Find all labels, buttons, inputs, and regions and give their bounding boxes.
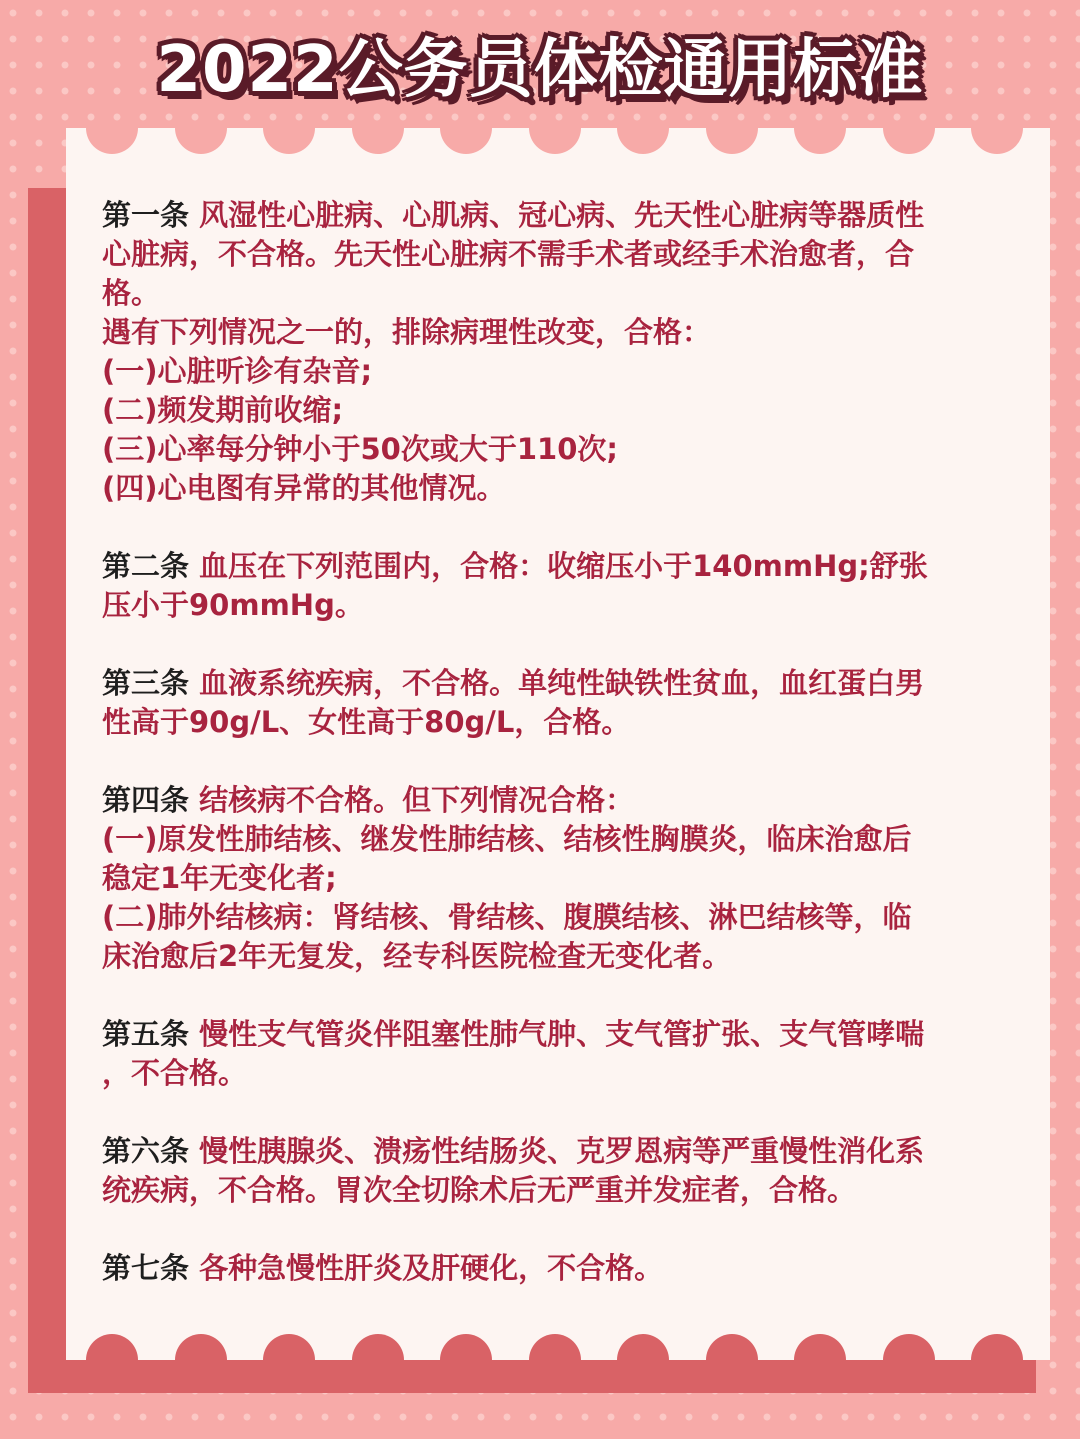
article-text: 慢性胰腺炎、溃疡性结肠炎、克罗恩病等严重慢性消化系 — [199, 1134, 925, 1168]
article-text: (三)心率每分钟小于50次或大于110次; — [102, 432, 618, 466]
article-line — [102, 1054, 1014, 1093]
scallop-circle — [883, 1334, 935, 1360]
scallop-circle — [175, 128, 227, 154]
article-text: ，不合格。 — [102, 1056, 248, 1090]
article-line — [102, 391, 1014, 430]
article-7 — [102, 1249, 1014, 1288]
article-label: 第六条 — [102, 1134, 190, 1168]
article-line — [102, 1171, 1014, 1210]
article-text: 心脏病，不合格。先天性心脏病不需手术者或经手术治愈者，合 — [102, 237, 915, 271]
article-4 — [102, 781, 1014, 976]
article-line — [102, 820, 1014, 859]
article-text: (一)原发性肺结核、继发性肺结核、结核性胸膜炎，临床治愈后 — [102, 822, 912, 856]
article-line — [102, 430, 1014, 469]
article-label: 第一条 — [102, 198, 190, 232]
article-label: 第七条 — [102, 1251, 190, 1285]
page-title: 2022公务员体检通用标准 — [156, 33, 924, 107]
article-5 — [102, 1015, 1014, 1093]
scallop-circle — [529, 1334, 581, 1360]
scallop-circle — [440, 1334, 492, 1360]
article-text: 血液系统疾病，不合格。单纯性缺铁性贫血，血红蛋白男 — [199, 666, 925, 700]
article-line — [102, 1015, 1014, 1054]
article-label: 第二条 — [102, 549, 190, 583]
article-line — [102, 1132, 1014, 1171]
article-line — [102, 664, 1014, 703]
article-text: 性高于90g/L、女性高于80g/L，合格。 — [102, 705, 631, 739]
article-line — [102, 469, 1014, 508]
article-text: 格。 — [102, 276, 161, 310]
article-line — [102, 352, 1014, 391]
article-2 — [102, 547, 1014, 625]
article-text: 统疾病，不合格。胃次全切除术后无严重并发症者，合格。 — [102, 1173, 857, 1207]
article-text: 血压在下列范围内，合格：收缩压小于140mmHg;舒张 — [199, 549, 928, 583]
article-text: 床治愈后2年无复发，经专科医院检查无变化者。 — [102, 939, 732, 973]
article-line — [102, 547, 1014, 586]
article-text: 各种急慢性肝炎及肝硬化，不合格。 — [199, 1251, 664, 1285]
article-6 — [102, 1132, 1014, 1210]
scallop-circle — [706, 1334, 758, 1360]
articles-list — [102, 196, 1014, 1327]
article-text: (二)肺外结核病：肾结核、骨结核、腹膜结核、淋巴结核等，临 — [102, 900, 912, 934]
scallop-circle — [86, 1334, 138, 1360]
article-line — [102, 781, 1014, 820]
article-text: 遇有下列情况之一的，排除病理性改变，合格： — [102, 315, 712, 349]
scallop-circle — [352, 128, 404, 154]
scallop-circle — [971, 128, 1023, 154]
top-scallop-edge — [66, 128, 1050, 162]
scallop-circle — [86, 128, 138, 154]
article-label: 第五条 — [102, 1017, 190, 1051]
article-text: (四)心电图有异常的其他情况。 — [102, 471, 506, 505]
scallop-circle — [263, 1334, 315, 1360]
content-card — [66, 128, 1050, 1360]
scallop-circle — [617, 1334, 669, 1360]
article-text: (一)心脏听诊有杂音; — [102, 354, 373, 388]
article-label: 第三条 — [102, 666, 190, 700]
scallop-circle — [883, 128, 935, 154]
scallop-circle — [175, 1334, 227, 1360]
article-1 — [102, 196, 1014, 508]
article-line — [102, 703, 1014, 742]
article-text: 慢性支气管炎伴阻塞性肺气肿、支气管扩张、支气管哮喘 — [199, 1017, 925, 1051]
article-3 — [102, 664, 1014, 742]
scallop-circle — [529, 128, 581, 154]
scallop-circle — [706, 128, 758, 154]
article-text: 稳定1年无变化者; — [102, 861, 337, 895]
scallop-circle — [352, 1334, 404, 1360]
article-text: 风湿性心脏病、心肌病、冠心病、先天性心脏病等器质性 — [199, 198, 925, 232]
article-text: 压小于90mmHg。 — [102, 588, 364, 622]
article-line — [102, 313, 1014, 352]
article-line — [102, 586, 1014, 625]
scallop-circle — [440, 128, 492, 154]
bottom-scallop-edge — [66, 1326, 1050, 1360]
article-line — [102, 1249, 1014, 1288]
article-label: 第四条 — [102, 783, 190, 817]
scallop-circle — [971, 1334, 1023, 1360]
article-line — [102, 196, 1014, 235]
scallop-circle — [794, 1334, 846, 1360]
article-line — [102, 859, 1014, 898]
scallop-circle — [794, 128, 846, 154]
article-line — [102, 235, 1014, 274]
article-text: 结核病不合格。但下列情况合格： — [199, 783, 635, 817]
scallop-circle — [617, 128, 669, 154]
article-line — [102, 898, 1014, 937]
article-line — [102, 937, 1014, 976]
scallop-circle — [263, 128, 315, 154]
article-text: (二)频发期前收缩; — [102, 393, 344, 427]
article-line — [102, 274, 1014, 313]
